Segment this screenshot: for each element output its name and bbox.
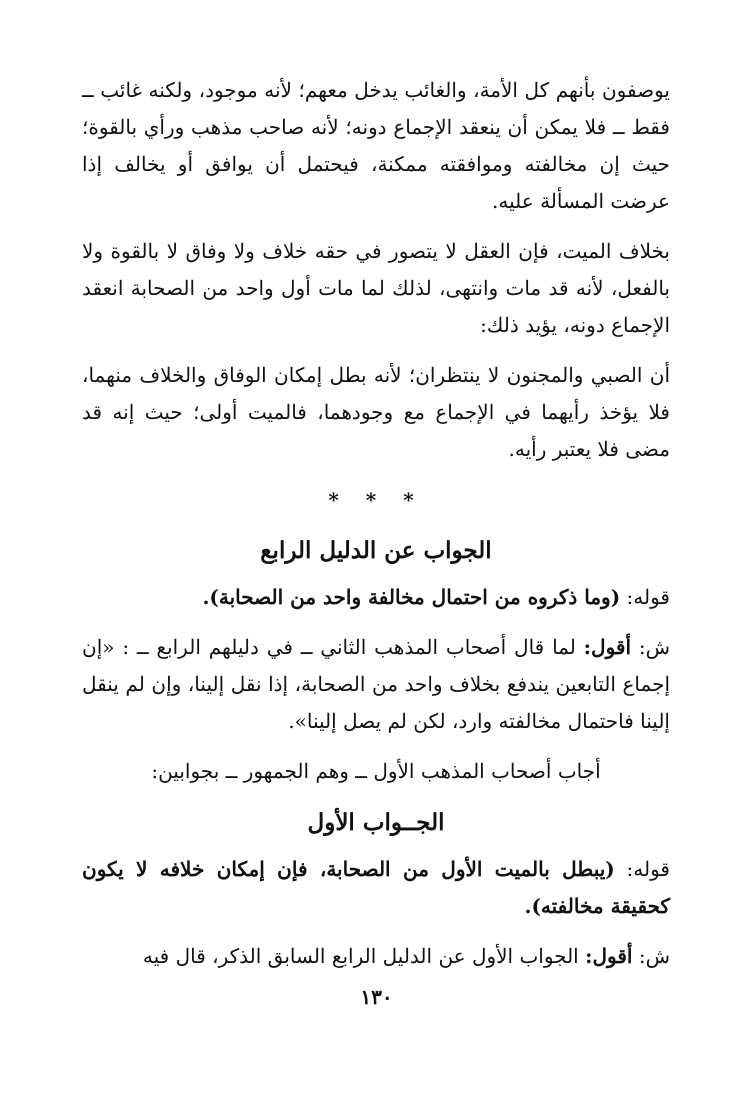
paragraph-2: بخلاف الميت، فإن العقل لا يتصور في حقه خلاف ولا وفاق لا بالقوة ولا بالفعل، لأنه قد مات وانتهى، لذلك لما مات أول واحد من الصحابة انعقد الإجماع دونه، يؤيد ذلك: <box>82 239 670 337</box>
commentary-text: لما قال أصحاب المذهب الثاني ــ في دليلهم الرابع ــ : <box>122 635 576 659</box>
section-separator: * * * <box>328 488 424 512</box>
quote-text: (وما ذكروه من احتمال مخالفة واحد من الصحابة). <box>202 585 621 609</box>
page-number: ١٣٠ <box>360 985 393 1009</box>
quote-statement-2 <box>82 851 670 925</box>
paragraph-3: أن الصبي والمجنون لا ينتظران؛ لأنه بطل إمكان الوفاق والخلاف منهما، فلا يؤخذ رأيهما في الإجماع مع وجودهما، فالميت أولى؛ حيث إنه قد مضى فلا يعتبر رأيه. <box>82 363 670 461</box>
paragraph-4: أجاب أصحاب المذهب الأول ــ وهم الجمهور ــ بجوابين: <box>151 759 601 783</box>
paragraph-1: يوصفون بأنهم كل الأمة، والغائب يدخل معهم؛ لأنه موجود، ولكنه غائب ــ فقط ــ فلا يمكن أن ينعقد الإجماع دونه؛ لأنه صاحب مذهب ورأي بالقوة؛ حيث إن مخالفته وموافقته ممكنة، فيحتمل أن يوافق أو يخالف إذا عرضت المسألة عليه. <box>82 78 670 213</box>
commentary-2 <box>82 938 670 975</box>
sharh-label: ش: <box>638 635 671 659</box>
quote-label: قوله: <box>626 585 670 609</box>
aqul-label: أقول: <box>583 635 632 659</box>
commentary-1 <box>82 629 670 740</box>
quote-label: قوله: <box>626 857 670 881</box>
quote-statement-1 <box>82 579 670 616</box>
page-body <box>82 72 670 988</box>
section-heading-fourth-evidence: الجواب عن الدليل الرابع <box>260 537 492 564</box>
quote-text: (يبطل بالميت الأول من الصحابة، فإن إمكان خلافه لا يكون كحقيقة مخالفته). <box>82 857 670 918</box>
section-heading-first-answer: الجــواب الأول <box>307 809 445 836</box>
commentary-text: الجواب الأول عن الدليل الرابع السابق الذكر، قال فيه <box>142 944 579 968</box>
aqul-label: أقول: <box>585 944 633 968</box>
commentary-quote: «إن إجماع التابعين يندفع بخلاف واحد من الصحابة، إذا نقل إلينا، وإن لم ينقل إلينا فاحتمال مخالفته وارد، لكن لم يصل إلينا». <box>82 635 670 733</box>
sharh-label: ش: <box>638 944 670 968</box>
